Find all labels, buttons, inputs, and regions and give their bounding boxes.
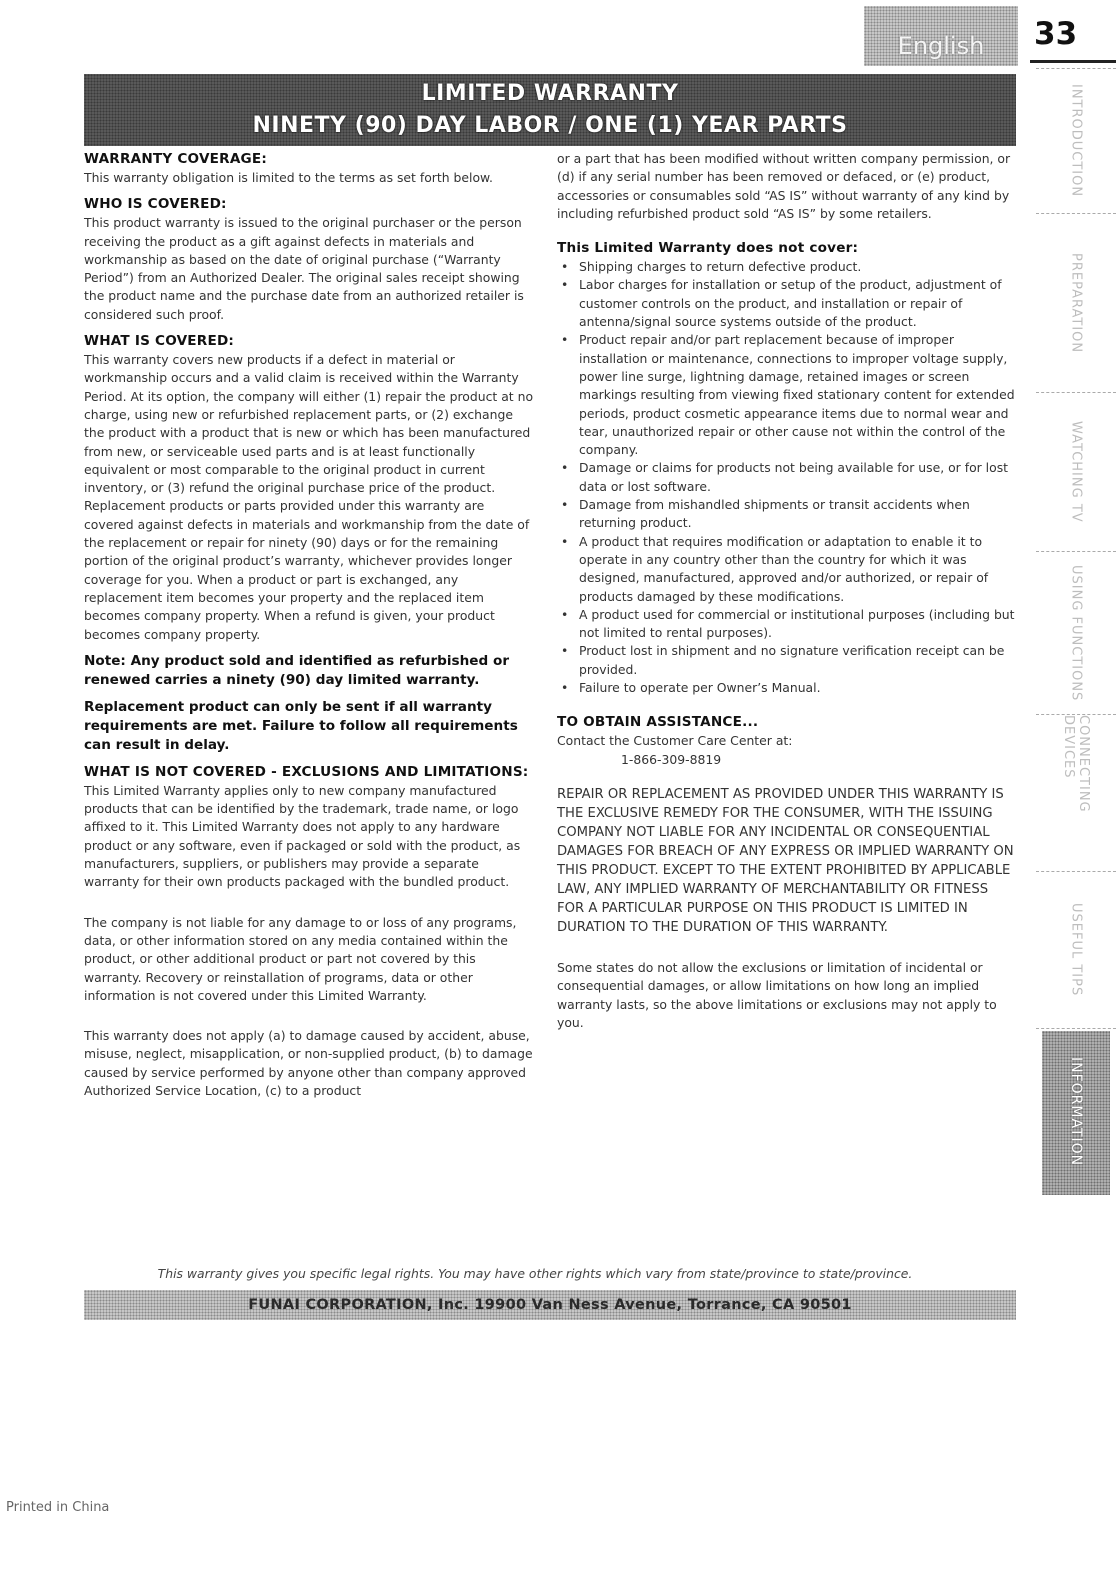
not-covered-text: This Limited Warranty applies only to new company manufactured products that can be identified by the trademark, trade name, or logo affixed to it. This Limited Warranty does not apply to any hardware product or any software, even if packaged or sold with the product, as manufacturers, suppliers, or publishers may provide a separate warranty for their own products packaged with the bundled product. xyxy=(84,782,521,890)
liability-text: The company is not liable for any damage to or loss of any programs, data, or other information stored on any media contained within the product, or other additional product or part not covered by this warranty. Recovery or reinstallation of programs, data or other information is not covered under this Limited Warranty. xyxy=(84,914,517,1003)
exclusion-item: • A product that requires modification or adaptation to enable it to operate in any country other than the country for which it was designed, manufactured, approved and/or authorized, or repair of products damaged by these modifications. xyxy=(557,533,1019,606)
tab-label: INTRODUCTION xyxy=(1068,83,1084,198)
title-line-1: LIMITED WARRANTY xyxy=(421,81,679,106)
tab-introduction[interactable] xyxy=(1036,68,1116,214)
tab-watching-tv[interactable] xyxy=(1036,393,1116,552)
requirements-note: Replacement product can only be sent if all warranty requirements are met. Failure to follow all requirements can result in delay. xyxy=(84,698,518,753)
assistance-heading: TO OBTAIN ASSISTANCE... xyxy=(557,714,759,731)
legal-rights-text: This warranty gives you specific legal rights. You may have other rights which vary from state/province to state/province. xyxy=(157,1266,913,1281)
page-number-rule xyxy=(1030,60,1116,63)
not-covered-heading: WHAT IS NOT COVERED - EXCLUSIONS AND LIMITATIONS: xyxy=(84,763,529,780)
printed-in-label: Printed in China xyxy=(6,1500,110,1515)
tab-label: CONNECTING DEVICES xyxy=(1061,715,1091,813)
does-not-cover-heading: This Limited Warranty does not cover: xyxy=(557,240,859,257)
tab-connecting-devices[interactable] xyxy=(1036,715,1116,872)
tab-useful-tips[interactable] xyxy=(1036,872,1116,1029)
refurbished-note: Note: Any product sold and identified as refurbished or renewed carries a ninety (90) day limited warranty. xyxy=(84,652,510,688)
left-column xyxy=(84,150,536,1100)
replacement-text: Replacement products or parts provided under this warranty are covered against defects in materials and workmanship from the date of the replacement or repair for ninety (90) days or for the remaining portion of the original product’s warranty, whichever provides longer coverage for you. When a product or part is exchanged, any replacement item becomes your property and the replaced item becomes company property. When a refund is given, your product becomes company property. xyxy=(84,498,530,642)
what-covered-heading: WHAT IS COVERED: xyxy=(84,333,235,350)
exclusion-item: • A product used for commercial or institutional purposes (including but not limited to rental purposes). xyxy=(557,606,1019,643)
exclusion-item: • Product repair and/or part replacement because of improper installation or maintenance, connections to improper voltage supply, power line surge, lightning damage, retained images or screen markings resulting from viewing fixed stationary content for extended periods, product cosmetic appearance items due to normal wear and tear, unauthorized repair or other cause not within the control of the company. xyxy=(557,331,1019,459)
tab-divider-top xyxy=(1036,68,1116,69)
who-covered-heading: WHO IS COVERED: xyxy=(84,196,227,213)
title-banner xyxy=(84,74,1016,146)
address-bar xyxy=(84,1290,1016,1320)
customer-care-phone: 1-866-309-8819 xyxy=(621,751,722,767)
title-line-2: NINETY (90) DAY LABOR / ONE (1) YEAR PARTS xyxy=(252,113,848,138)
remedy-text: REPAIR OR REPLACEMENT AS PROVIDED UNDER THIS WARRANTY IS THE EXCLUSIVE REMEDY FOR THE CONSUMER, WITH THE ISSUING COMPANY NOT LIABLE FOR ANY INCIDENTAL OR CONSEQUENTIAL DAMAGES FOR BREACH OF ANY EXPRESS OR IMPLIED WARRANTY ON THIS PRODUCT. EXCEPT TO THE EXTENT PROHIBITED BY APPLICABLE LAW, ANY IMPLIED WARRANTY OF MERCHANTABILITY OR FITNESS FOR A PARTICULAR PURPOSE ON THIS PRODUCT IS LIMITED IN DURATION TO THE DURATION OF THIS WARRANTY. xyxy=(557,786,1014,935)
right-column xyxy=(557,150,1019,1032)
coverage-heading: WARRANTY COVERAGE: xyxy=(84,151,268,167)
tab-label: PREPARATION xyxy=(1068,252,1084,354)
tab-information[interactable] xyxy=(1036,1029,1116,1195)
company-address: FUNAI CORPORATION, Inc. 19900 Van Ness Avenue, Torrance, CA 90501 xyxy=(248,1297,852,1313)
exclusion-item: • Shipping charges to return defective product. xyxy=(557,258,1019,276)
exclusion-item: • Damage from mishandled shipments or transit accidents when returning product. xyxy=(557,496,1019,533)
language-tab xyxy=(864,6,1018,66)
tab-preparation[interactable] xyxy=(1036,214,1116,393)
exclusion-item: • Product lost in shipment and no signature verification receipt can be provided. xyxy=(557,642,1019,679)
exclusion-item: • Labor charges for installation or setup of the product, adjustment of customer controls on the product, and installation or repair of antenna/signal source systems outside of the product. xyxy=(557,276,1019,331)
apply-text: This warranty does not apply (a) to damage caused by accident, abuse, misuse, neglect, misapplication, or non-supplied product, (b) to damage caused by service performed by anyone other than company approved Authorized Service Location, (c) to a product xyxy=(84,1028,533,1098)
coverage-text: This warranty obligation is limited to the terms as set forth below. xyxy=(84,170,493,185)
tab-label: USING FUNCTIONS xyxy=(1068,564,1084,702)
exclusions-list xyxy=(557,258,1019,697)
tab-using-functions[interactable] xyxy=(1036,552,1116,715)
exclusion-item: • Damage or claims for products not being available for use, or for lost data or lost software. xyxy=(557,459,1019,496)
page-number: 33 xyxy=(1034,16,1078,52)
continuation-text: or a part that has been modified without written company permission, or (d) if any serial number has been removed or defaced, or (e) product, accessories or consumables sold “AS IS” without warranty of any kind by including refurbished product sold “AS IS” by some retailers. xyxy=(557,151,1011,221)
tab-label: WATCHING TV xyxy=(1068,421,1084,523)
states-text: Some states do not allow the exclusions or limitation of incidental or consequential damages, or allow limitations on how long an implied warranty lasts, so the above limitations or exclusions may not apply to you. xyxy=(557,959,997,1030)
who-covered-text: This product warranty is issued to the original purchaser or the person receiving the product as a gift against defects in materials and workmanship as based on the date of original purchase (“Warranty Period”) from an Authorized Dealer. The original sales receipt showing the product name and the purchase date from an authorized retailer is considered such proof. xyxy=(84,215,524,322)
tab-label: INFORMATION xyxy=(1068,1057,1084,1167)
language-tab-label: English xyxy=(897,32,985,60)
exclusion-item: • Failure to operate per Owner’s Manual. xyxy=(557,679,1019,697)
tab-label: USEFUL TIPS xyxy=(1068,903,1084,997)
what-covered-text: This warranty covers new products if a defect in material or workmanship occurs and a valid claim is received within the Warranty Period. At its option, the company will either (1) repair the product at no charge, using new or refurbished replacement parts, or (2) exchange the product with a product that is new or which has been manufactured from new, or serviceable used parts and is at least functionally equivalent or most comparable to the original product in current inventory, or (3) refund the original purchase price of the product. xyxy=(84,352,534,496)
assistance-text: Contact the Customer Care Center at: xyxy=(557,733,793,749)
